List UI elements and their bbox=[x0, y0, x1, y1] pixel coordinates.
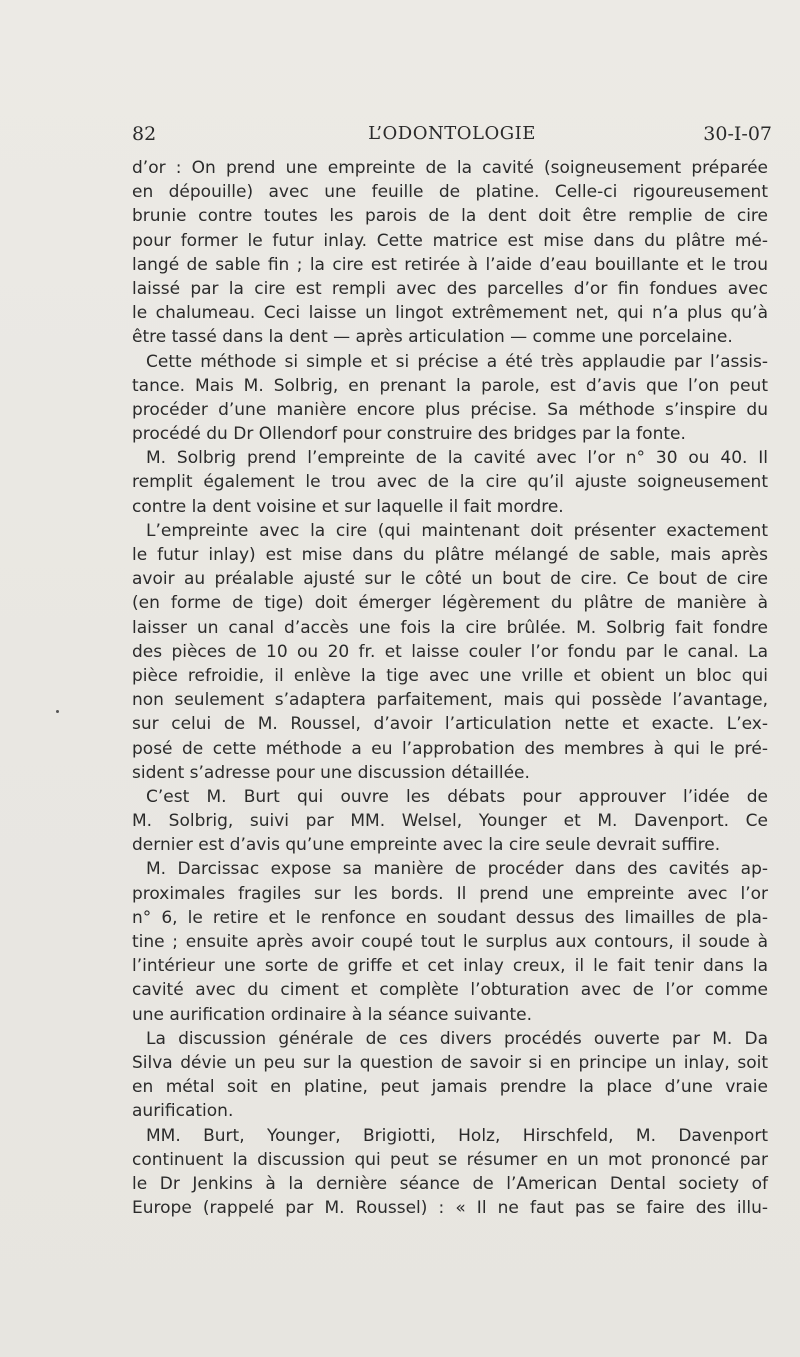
text-line: C’est M. Burt qui ouvre les débats pour approuver l’idée de bbox=[146, 786, 768, 807]
text-line: tance. Mais M. Solbrig, en prenant la parole, est d’avis que l’on peut bbox=[132, 375, 768, 396]
text-line: procéder d’une manière encore plus précise. Sa méthode s’inspire du bbox=[132, 399, 768, 420]
stray-mark bbox=[56, 710, 59, 713]
issue-date: 30-I-07 bbox=[703, 123, 772, 145]
text-line: pour former le futur inlay. Cette matrice est mise dans du plâtre mé- bbox=[132, 230, 768, 251]
text-line: remplit également le trou avec de la cire qu’il ajuste soigneusement bbox=[132, 472, 768, 493]
text-line: l’intérieur une sorte de griffe et cet inlay creux, il le fait tenir dans la bbox=[132, 956, 768, 977]
text-line: être tassé dans la dent — après articulation — comme une porcelaine. bbox=[132, 327, 733, 348]
text-line: (en forme de tige) doit émerger légèrement du plâtre de manière à bbox=[132, 593, 768, 614]
page-number: 82 bbox=[132, 123, 157, 145]
text-line: laisser un canal d’accès une fois la cire brûlée. M. Solbrig fait fondre bbox=[132, 617, 768, 638]
text-line: en dépouille) avec une feuille de platine. Celle-ci rigoureusement bbox=[132, 182, 768, 203]
text-line: aurification. bbox=[132, 1101, 234, 1122]
text-line: brunie contre toutes les parois de la dent doit être remplie de cire bbox=[132, 206, 768, 227]
running-header bbox=[132, 123, 772, 151]
text-line: M. Solbrig, suivi par MM. Welsel, Younger et M. Davenport. Ce bbox=[132, 811, 768, 832]
text-line: MM. Burt, Younger, Brigiotti, Holz, Hirschfeld, M. Davenport bbox=[146, 1125, 768, 1146]
text-line: en métal soit en platine, peut jamais prendre la place d’une vraie bbox=[132, 1077, 768, 1098]
text-line: posé de cette méthode a eu l’approbation des membres à qui le pré- bbox=[132, 738, 768, 759]
article-body bbox=[132, 156, 768, 1220]
text-line: M. Solbrig prend l’empreinte de la cavité avec l’or n° 30 ou 40. Il bbox=[146, 448, 768, 469]
text-line: le Dr Jenkins à la dernière séance de l’American Dental society of bbox=[132, 1173, 768, 1194]
text-line: des pièces de 10 ou 20 fr. et laisse couler l’or fondu par le canal. La bbox=[132, 641, 768, 662]
text-line: M. Darcissac expose sa manière de procéder dans des cavités ap- bbox=[146, 859, 768, 880]
text-line: Silva dévie un peu sur la question de savoir si en principe un inlay, soit bbox=[132, 1052, 768, 1073]
text-line: contre la dent voisine et sur laquelle il fait mordre. bbox=[132, 496, 564, 517]
text-line: n° 6, le retire et le renfonce en soudant dessus des limailles de pla- bbox=[132, 907, 768, 928]
text-line: le futur inlay) est mise dans du plâtre mélangé de sable, mais après bbox=[132, 545, 768, 565]
text-line: L’empreinte avec la cire (qui maintenant doit présenter exactement bbox=[146, 520, 768, 541]
text-line: cavité avec du ciment et complète l’obturation avec de l’or comme bbox=[132, 980, 768, 1001]
text-line: procédé du Dr Ollendorf pour construire des bridges par la fonte. bbox=[132, 424, 686, 445]
text-line: tine ; ensuite après avoir coupé tout le surplus aux contours, il soude à bbox=[132, 932, 768, 952]
text-line: d’or : On prend une empreinte de la cavité (soigneusement préparée bbox=[132, 158, 768, 178]
text-line: langé de sable fin ; la cire est retirée à l’aide d’eau bouillante et le trou bbox=[132, 254, 768, 275]
text-line: non seulement s’adaptera parfaitement, mais qui possède l’avantage, bbox=[132, 690, 768, 711]
text-line: dernier est d’avis qu’une empreinte avec la cire seule devrait suffire. bbox=[132, 835, 721, 856]
text-line: continuent la discussion qui peut se résumer en un mot prononcé par bbox=[132, 1149, 768, 1170]
text-line: proximales fragiles sur les bords. Il prend une empreinte avec l’or bbox=[132, 883, 768, 904]
text-line: La discussion générale de ces divers procédés ouverte par M. Da bbox=[146, 1028, 768, 1049]
text-line: sur celui de M. Roussel, d’avoir l’articulation nette et exacte. L’ex- bbox=[132, 714, 768, 735]
text-line: une aurification ordinaire à la séance suivante. bbox=[132, 1004, 532, 1025]
journal-title: L’ODONTOLOGIE bbox=[368, 123, 536, 144]
text-line: laissé par la cire est rempli avec des parcelles d’or fin fondues avec bbox=[132, 278, 768, 299]
text-line: pièce refroidie, il enlève la tige avec une vrille et obient un bloc qui bbox=[132, 665, 768, 686]
text-line: Cette méthode si simple et si précise a été très applaudie par l’assis- bbox=[146, 351, 768, 372]
text-line: sident s’adresse pour une discussion détaillée. bbox=[132, 762, 530, 783]
text-line: avoir au préalable ajusté sur le côté un bout de cire. Ce bout de cire bbox=[132, 569, 768, 590]
text-line: Europe (rappelé par M. Roussel) : « Il ne faut pas se faire des illu- bbox=[132, 1198, 768, 1219]
text-line: le chalumeau. Ceci laisse un lingot extrêmement net, qui n’a plus qu’à bbox=[132, 303, 768, 324]
